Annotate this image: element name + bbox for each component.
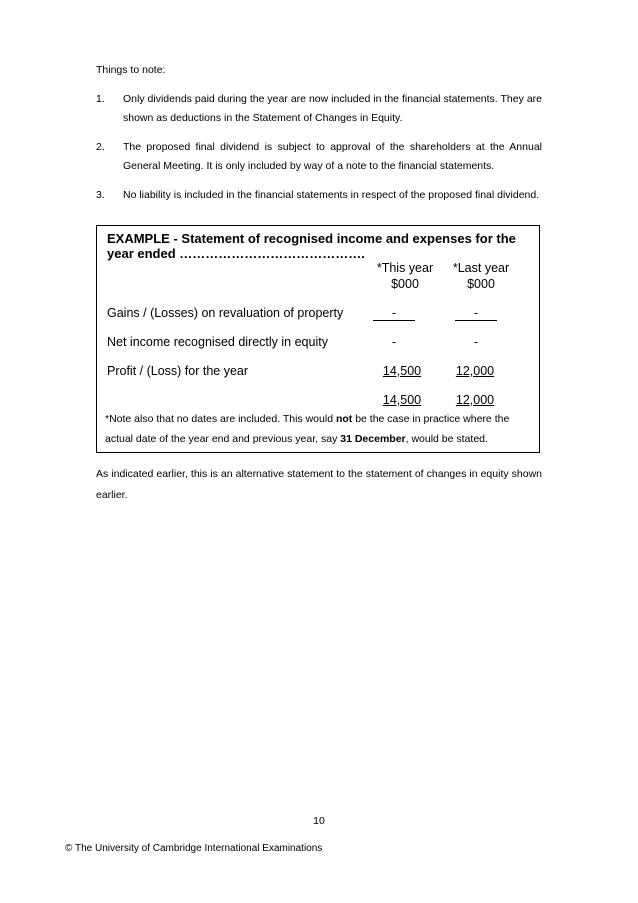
list-item	[96, 186, 542, 205]
cell-revaluation-this-year: -	[373, 306, 415, 321]
list-item	[96, 138, 542, 176]
note-text: be the case in practice where the actual date of the year end and previous year, say	[105, 413, 510, 445]
example-title: EXAMPLE - Statement of recognised income and expenses for the year ended …………………………………….	[107, 231, 516, 261]
list-item-text: Only dividends paid during the year are now included in the financial statements. They are shown as deductions in the Statement of Changes in Equity.	[123, 93, 542, 124]
list-item	[96, 90, 542, 128]
notes-list	[96, 90, 542, 215]
cell-revaluation-last-year: -	[455, 306, 497, 321]
cell-total-this-year: 14,500	[382, 393, 422, 407]
column-header-unit: $000	[391, 277, 419, 291]
list-item-text: The proposed final dividend is subject to approval of the shareholders at the Annual General Meeting. It is only included by way of a note to the financial statements.	[123, 141, 542, 172]
copyright-footer: © The University of Cambridge International Examinations	[65, 843, 323, 854]
cell-profit-this-year: 14,500	[382, 364, 422, 378]
list-item-number: 1.	[96, 93, 105, 105]
list-item-number: 2.	[96, 141, 105, 153]
cell-profit-last-year: 12,000	[455, 364, 495, 378]
note-text: , would be stated.	[405, 433, 488, 445]
example-note	[105, 409, 533, 449]
cell-net-income-last-year: -	[473, 335, 479, 349]
note-emphasis: not	[335, 413, 353, 425]
row-label-revaluation: Gains / (Losses) on revaluation of property	[107, 306, 344, 320]
notes-heading: Things to note:	[96, 64, 166, 76]
column-header-last-year	[441, 260, 521, 292]
closing-paragraph: As indicated earlier, this is an alternative statement to the statement of changes in equity shown earlier.	[96, 468, 542, 501]
example-box	[96, 225, 540, 453]
column-header-label: *This year	[376, 261, 434, 275]
note-text: *Note also that no dates are included. This would	[105, 413, 336, 425]
column-header-label: *Last year	[452, 261, 510, 275]
page-number: 10	[313, 815, 325, 827]
list-item-text: No liability is included in the financial statements in respect of the proposed final dividend.	[123, 189, 540, 201]
note-emphasis: 31 December	[340, 433, 406, 445]
cell-net-income-this-year: -	[391, 335, 397, 349]
list-item-number: 3.	[96, 189, 105, 201]
cell-total-last-year: 12,000	[455, 393, 495, 407]
row-label-net-income: Net income recognised directly in equity	[107, 335, 328, 349]
column-header-this-year	[365, 260, 445, 292]
column-header-unit: $000	[467, 277, 495, 291]
row-label-profit: Profit / (Loss) for the year	[107, 364, 249, 378]
